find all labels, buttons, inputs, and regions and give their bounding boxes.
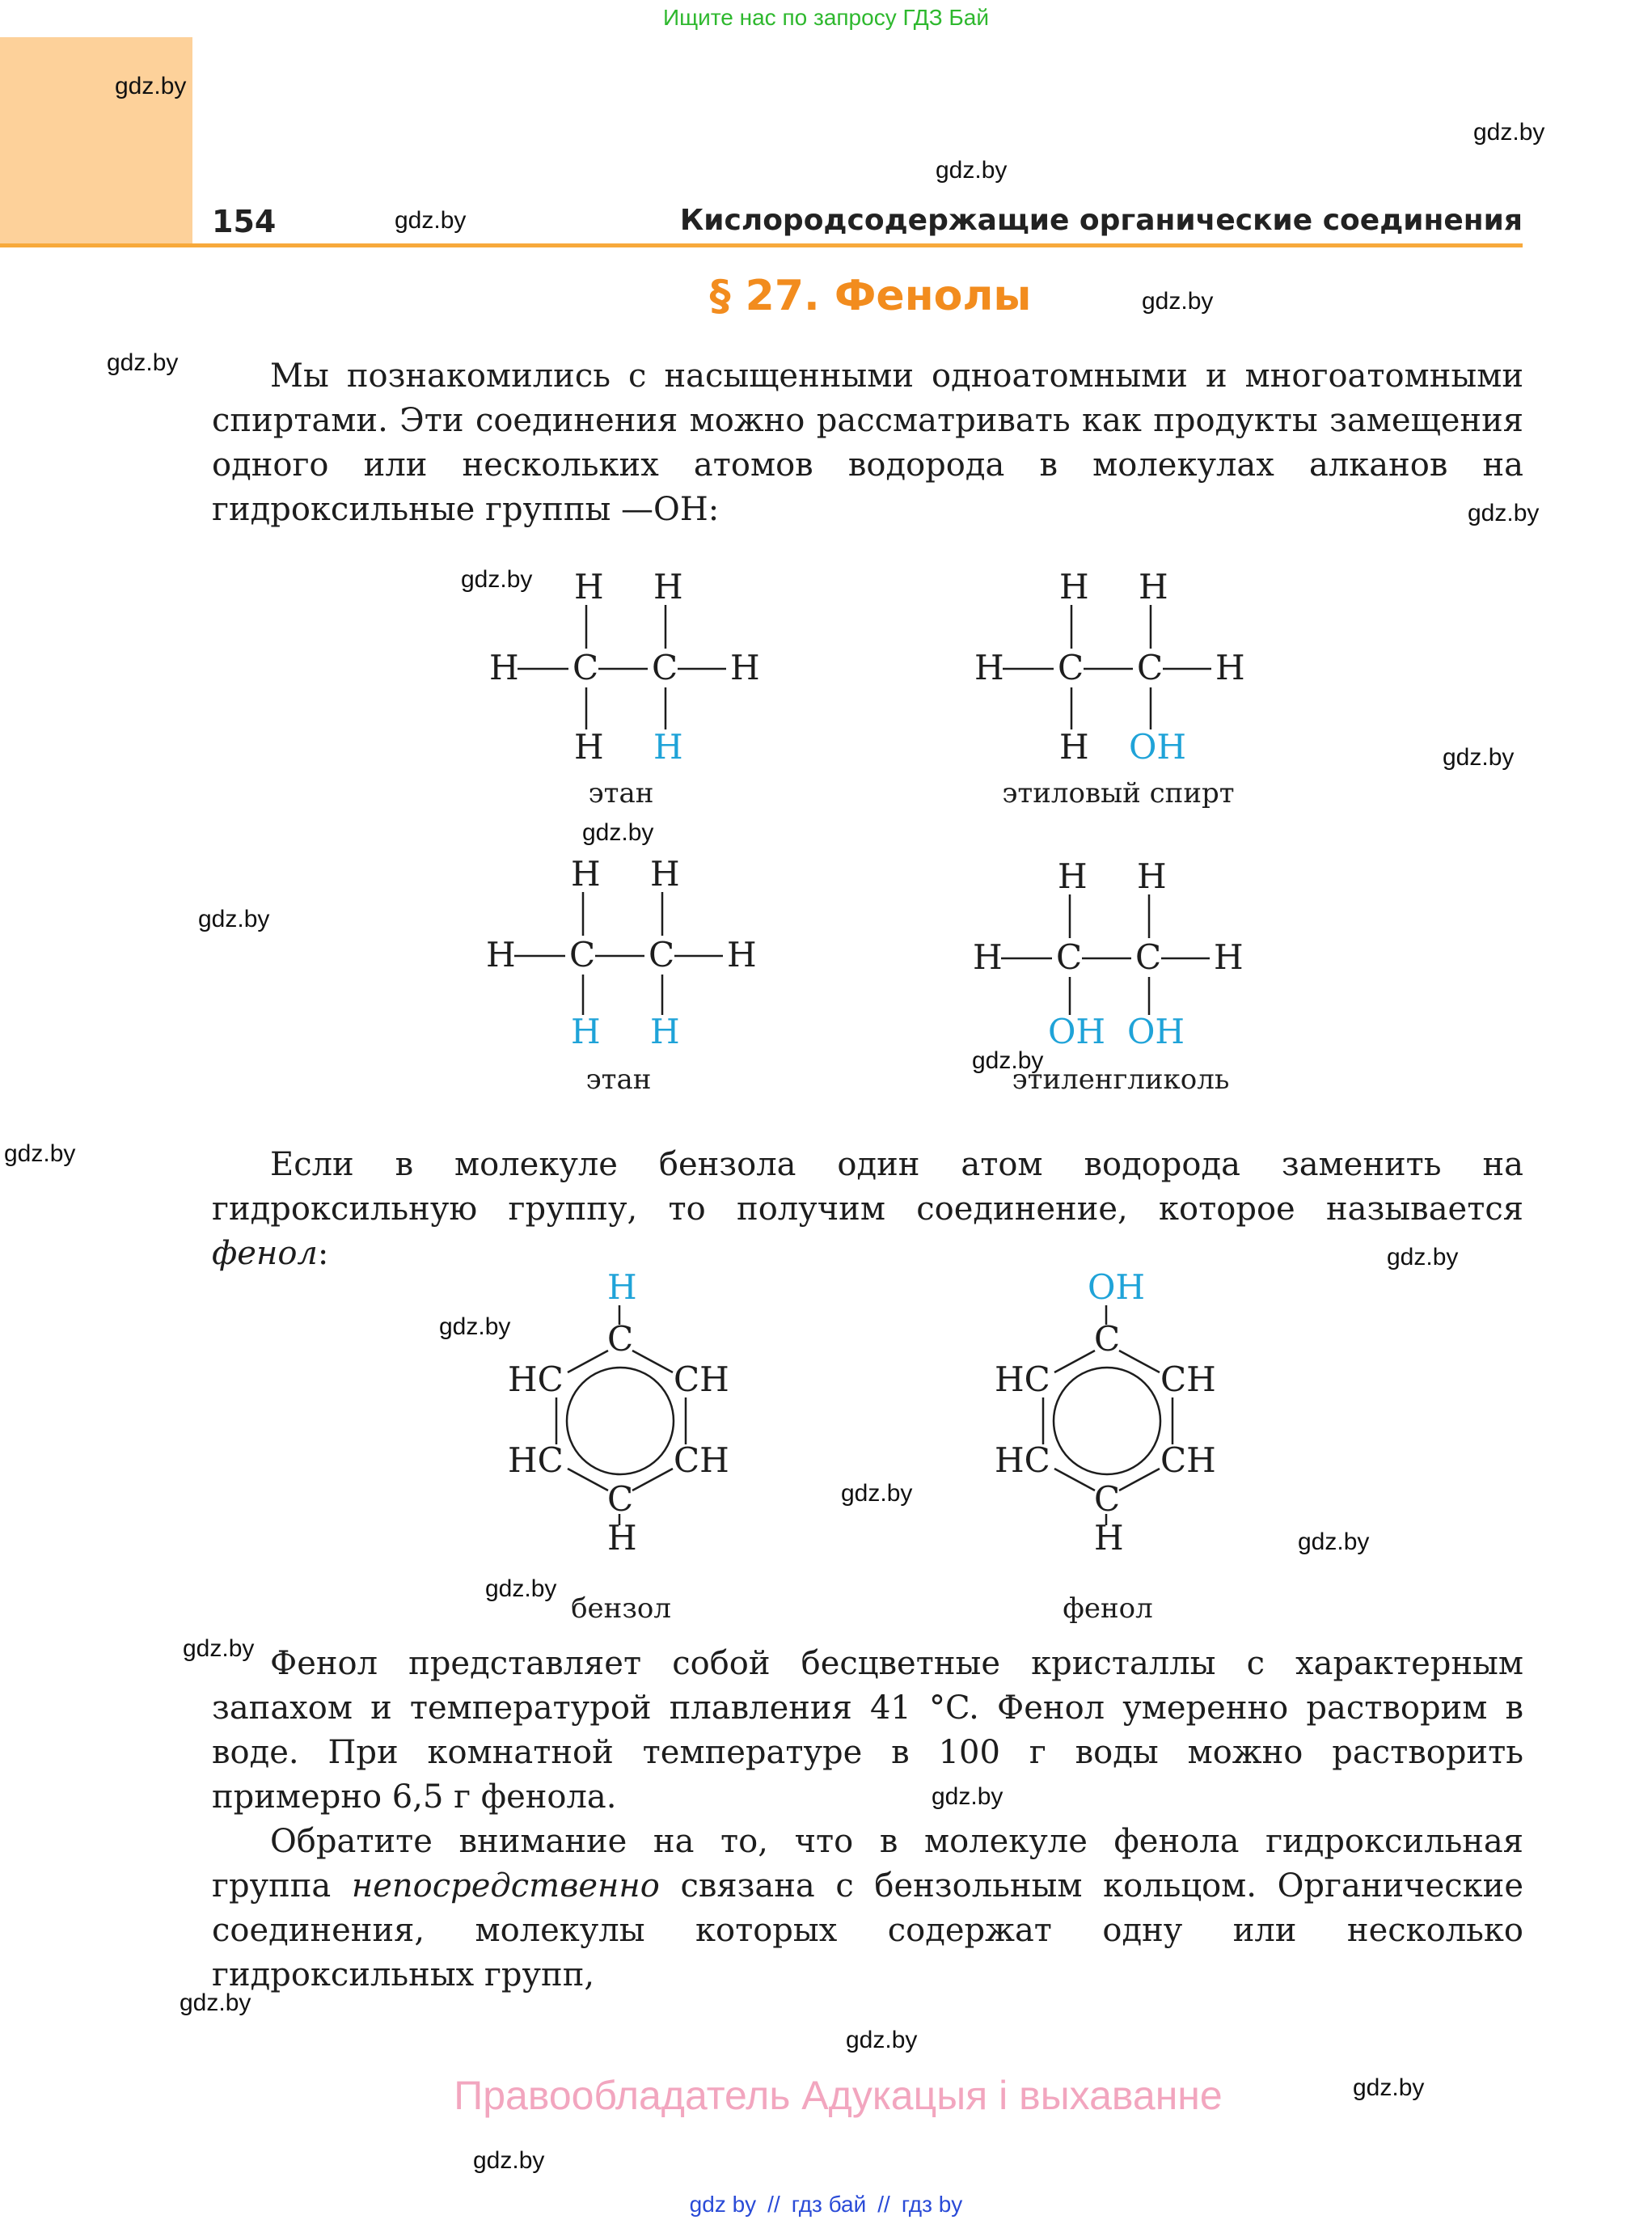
atom-h: H (574, 727, 604, 767)
caption-phenol: фенол (1063, 1592, 1153, 1625)
copyright-footer: Правообладатель Адукацыя і выхаванне (454, 2073, 1223, 2118)
atom-h: H (727, 935, 757, 975)
atom-h: H (1059, 567, 1089, 607)
caption-ethane-2: этан (585, 1063, 652, 1096)
benzene-phenol-structures (0, 1262, 1652, 1634)
atom-h: H (1215, 648, 1245, 687)
footer-link[interactable]: гдз by (901, 2192, 963, 2217)
chapter-tab (0, 37, 192, 246)
watermark: gdz.by (115, 73, 187, 99)
page-number: 154 (212, 204, 277, 239)
caption-ethanol: этиловый спирт (1002, 777, 1235, 810)
atom-c: C (1094, 1319, 1121, 1359)
atom-h: H (1137, 856, 1167, 896)
atom-h-highlight: H (607, 1267, 637, 1307)
atom-h: H (1058, 856, 1088, 896)
footer-separator: // (767, 2192, 780, 2217)
watermark: gdz.by (1298, 1528, 1370, 1555)
atom-c: C (572, 648, 599, 687)
paragraph-benzene: Если в молекуле бензола один атом водорода заменить на гидроксильную группу, то получим соединение, которое называется фенол: (212, 1146, 1523, 1272)
watermark: gdz.by (1353, 2074, 1425, 2101)
caption-benzene: бензол (571, 1592, 671, 1625)
atom-h: H (574, 567, 604, 607)
watermark: gdz.by (4, 1140, 76, 1167)
watermark: gdz.by (936, 157, 1008, 184)
alkane-alcohol-structures (0, 558, 1652, 1124)
watermark: gdz.by (183, 1635, 255, 1662)
atom-c: C (1058, 648, 1084, 687)
atom-c: C (607, 1319, 634, 1359)
atom-h: H (653, 567, 683, 607)
caption-ethane-1: этан (588, 777, 654, 810)
atom-ch: CH (1160, 1440, 1216, 1480)
atom-c: C (1137, 648, 1164, 687)
atom-h: H (1094, 1518, 1124, 1558)
watermark: gdz.by (1387, 1244, 1459, 1271)
atom-h-highlight: H (650, 1012, 680, 1051)
molecule-phenol (995, 1267, 1216, 1625)
atom-c: C (607, 1479, 634, 1519)
atom-h-highlight: H (653, 727, 683, 767)
atom-h: H (650, 854, 680, 894)
watermark: gdz.by (439, 1313, 511, 1340)
atom-h: H (1214, 937, 1244, 977)
watermark: gdz.by (107, 349, 179, 376)
atom-oh-highlight: OH (1129, 727, 1187, 767)
atom-h: H (571, 854, 601, 894)
watermark: gdz.by (1142, 288, 1214, 315)
running-head: Кислородсодержащие органические соединения (679, 204, 1523, 237)
atom-h: H (486, 935, 516, 975)
atom-h: H (974, 648, 1004, 687)
molecule-ethanol (974, 567, 1245, 810)
atom-c: C (1094, 1479, 1121, 1519)
top-banner[interactable]: Ищите нас по запросу ГДЗ Бай (662, 5, 990, 30)
atom-ch: CH (674, 1359, 729, 1399)
atom-oh-highlight: OH (1048, 1012, 1106, 1051)
watermark: gdz.by (846, 2027, 918, 2053)
paragraph-title: § 27. Фенолы (709, 272, 1032, 320)
atom-ch: CH (1160, 1359, 1216, 1399)
watermark: gdz.by (461, 566, 533, 593)
atom-c: C (1056, 937, 1083, 977)
atom-c: C (1135, 937, 1162, 977)
watermark: gdz.by (395, 207, 467, 234)
footer-link[interactable]: gdz by (689, 2192, 757, 2217)
atom-h: H (1059, 727, 1089, 767)
atom-h: H (1139, 567, 1168, 607)
molecule-benzene (508, 1267, 729, 1625)
watermark: gdz.by (180, 1989, 251, 2016)
watermark: gdz.by (1473, 119, 1545, 146)
atom-hc: HC (508, 1359, 564, 1399)
atom-hc: HC (995, 1359, 1050, 1399)
watermark: gdz.by (932, 1783, 1003, 1810)
atom-h: H (730, 648, 760, 687)
watermark: gdz.by (198, 906, 270, 932)
atom-oh-highlight: OH (1127, 1012, 1185, 1051)
molecule-ethane-2 (486, 854, 757, 1096)
paragraph-intro: Мы познакомились с насыщенными одноатомными и многоатомными спиртами. Эти соединения можно рассматривать как продукты замещения одного или нескольких атомов водорода в молекулах алканов на гидроксильные группы —OH: (212, 357, 1523, 528)
atom-h: H (607, 1518, 637, 1558)
caption-ethylene-glycol: этиленгликоль (1012, 1063, 1230, 1096)
atom-h: H (973, 937, 1003, 977)
watermark: gdz.by (582, 819, 654, 846)
watermark: gdz.by (485, 1575, 557, 1602)
atom-c: C (652, 648, 678, 687)
atom-hc: HC (995, 1440, 1050, 1480)
footer-links (0, 2192, 1652, 2218)
atom-ch: CH (674, 1440, 729, 1480)
molecule-ethane-1 (489, 567, 760, 810)
watermark: gdz.by (1468, 500, 1540, 526)
watermark: gdz.by (473, 2147, 545, 2174)
watermark: gdz.by (1443, 744, 1515, 771)
paragraph-phenol-properties: Фенол представляет собой бесцветные кристаллы с характерным запахом и температурой плавления 41 °C. Фенол умеренно растворим в воде. При комнатной температуре в 100 г воды можно растворить примерно 6,5 г фенола. (212, 1645, 1523, 1816)
footer-link[interactable]: гдз бай (791, 2192, 867, 2217)
atom-c: C (649, 935, 675, 975)
footer-separator: // (877, 2192, 890, 2217)
atom-h-highlight: H (571, 1012, 601, 1051)
atom-oh-highlight: OH (1088, 1267, 1146, 1307)
atom-c: C (569, 935, 596, 975)
paragraph-phenol-structure: Обратите внимание на то, что в молекуле фенола гидроксильная группа непосредственно связана с бензольным кольцом. Органические соединения, молекулы которых содержат одну или несколько гидроксильных групп, (212, 1823, 1523, 1994)
watermark: gdz.by (841, 1480, 913, 1507)
atom-hc: HC (508, 1440, 564, 1480)
atom-h: H (489, 648, 519, 687)
watermark: gdz.by (972, 1047, 1044, 1074)
header-rule (0, 243, 1523, 247)
